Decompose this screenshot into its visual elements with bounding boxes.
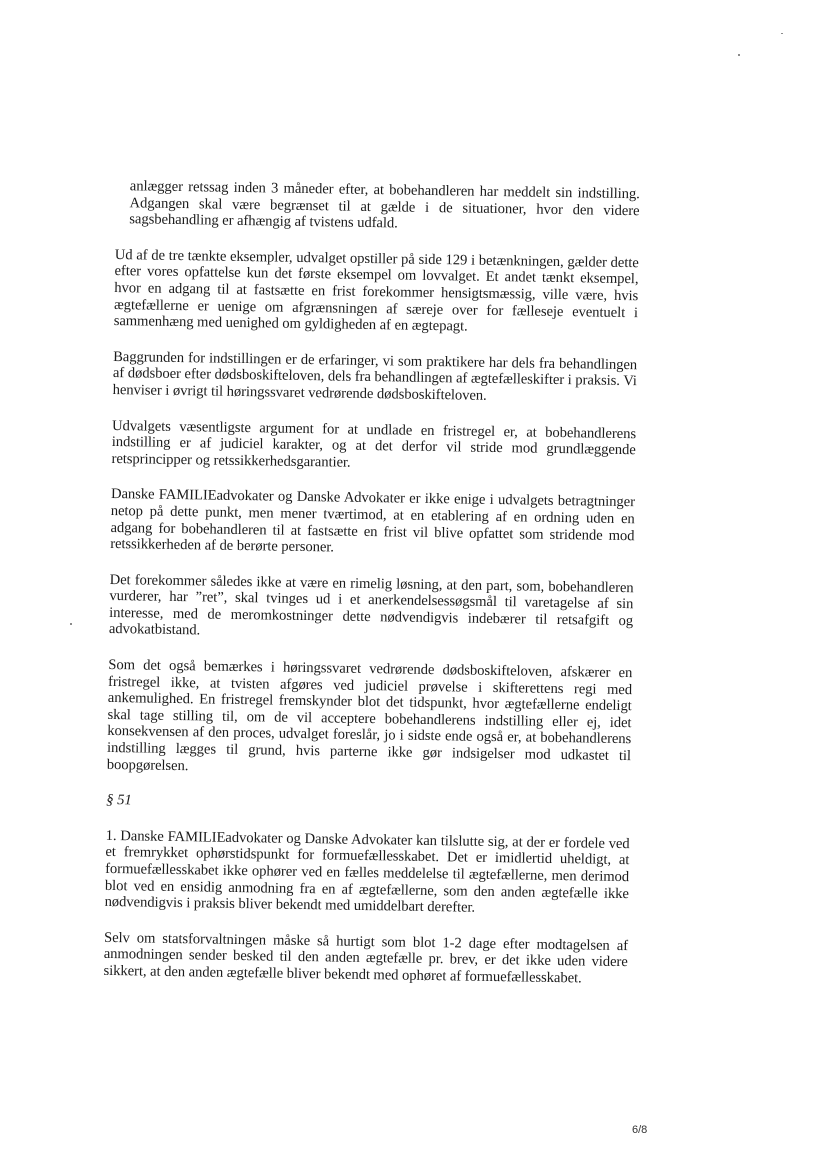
- paragraph: 1. Danske FAMILIEadvokater og Danske Advokater kan tilslutte sig, at der er fordele ved et fremrykket ophørstidspunkt for formuefællesskabet. Det er imidlertid uheldigt, at formuefællesskabet ikke ophører ved en fælles meddelelse til ægtefællerne, men derimod blot ved en ensidig anmodning fra en af ægtefællerne, som den anden ægtefælle ikke nødvendigvis i praksis bliver bekendt med umiddelbart derefter.: [104, 827, 630, 916]
- scan-speck: [70, 623, 72, 625]
- page-number: 6/8: [632, 1124, 648, 1136]
- paragraph: Selv om statsforvaltningen måske så hurtigt som blot 1-2 dage efter modtagelsen af anmodningen sender besked til den anden ægtefælle pr. brev, er det ikke uden videre sikkert, at den anden ægtefælle bliver bekendt med ophøret af formuefællesskabet.: [103, 929, 629, 987]
- paragraph: Ud af de tre tænkte eksempler, udvalget opstiller på side 129 i betænkningen, gælder dette efter vores opfattelse kun det første eksempel om lovvalget. Et andet tænkt eksempel, hvor en adgang til at fastsætte en frist forekommer hensigtsmæssig, ville være, hvis ægtefællerne er uenige om afgrænsningen af særeje over for fælleseje eventuelt i sammenhæng med uenighed om gyldigheden af en ægtepagt.: [113, 246, 639, 335]
- scan-speck: [738, 54, 740, 56]
- body-text: [103, 178, 640, 1007]
- paragraph: anlægger retssag inden 3 måneder efter, at bobehandleren har meddelt sin indstilling. Adgangen skal være begrænset til at gælde i de situationer, hvor den videre sagsbehandling er afhængig af tvistens udfald.: [129, 178, 640, 232]
- section-heading: § 51: [106, 792, 132, 809]
- paragraph: Baggrunden for indstillingen er de erfaringer, vi som praktikere har dels fra behandlingen af dødsboer efter dødsboskifteloven, dels fra behandlingen af ægtefælleskifter i praksis. Vi henviser i øvrigt til høringssvaret vedrørende dødsboskifteloven.: [112, 348, 638, 404]
- paragraph: Danske FAMILIEadvokater og Danske Advokater er ikke enige i udvalgets betragtninger netop på dette punkt, men mener tværtimod, at en etablering af en ordning uden en adgang for bobehandleren til at fastsætte en frist vil blive opfattet som stridende mod retssikkerheden af de berørte personer.: [110, 486, 636, 556]
- paragraph: Som det også bemærkes i høringssvaret vedrørende dødsboskifteloven, afskærer en fristregel ikke, at tvisten afgøres ved judiciel prøvelse i skifterettens regi med ankemulighed. En fristregel fremskynder blot det tidspunkt, hvor ægtefællerne endeligt skal tage stilling til, om de vil acceptere bobehandlerens indstilling eller ej, idet konsekvensen af den proces, udvalget foreslår, jo i sidste ende også er, at bobehandlerens indstilling lægges til grund, hvis parterne ikke gør indsigelser mod udkastet til boopgørelsen.: [106, 657, 633, 774]
- paragraph: Udvalgets væsentligste argument for at undlade en fristregel er, at bobehandlerens indstilling er af judiciel karakter, og at det derfor vil stride mod grundlæggende retsprincipper og retssikkerhedsgarantier.: [111, 417, 637, 471]
- paragraph: Det forekommer således ikke at være en rimelig løsning, at den part, som, bobehandleren vurderer, har ”ret”, skal tvinges ud i et anerkendelsessøgsmål til varetagelse af sin interesse, med de meromkostninger dette nødvendigvis indebærer til retsafgift og advokatbistand.: [108, 571, 634, 639]
- scan-speck: [781, 33, 783, 34]
